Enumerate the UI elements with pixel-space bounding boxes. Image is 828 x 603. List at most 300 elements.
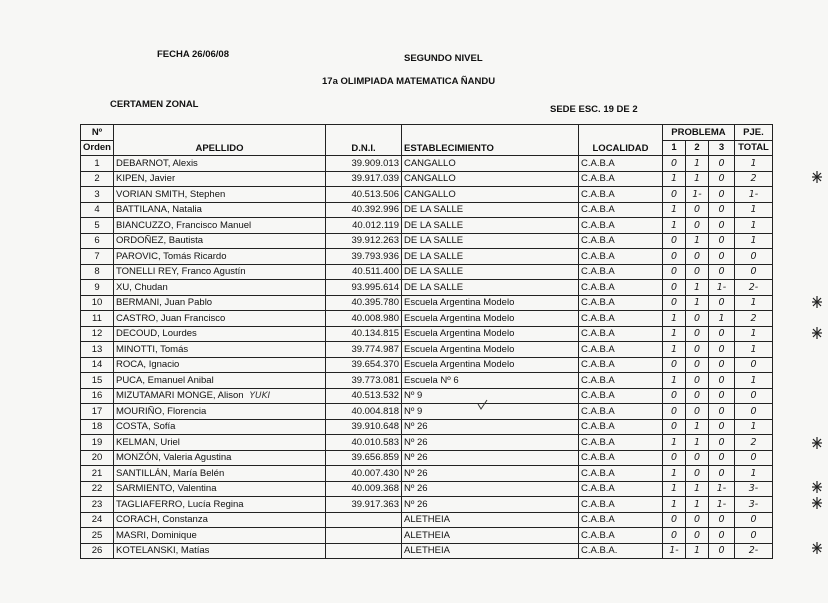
dni-cell-text: 39.917.039 [351, 173, 399, 185]
apellido-cell [113, 450, 325, 466]
problema-2-score [685, 326, 708, 342]
apellido-cell-text: VORIAN SMITH, Stephen [115, 188, 226, 200]
apellido-cell [113, 528, 325, 544]
problema-3-score-text: 0 [718, 359, 725, 371]
localidad-header: LOCALIDAD [578, 125, 662, 156]
apellido-cell [113, 512, 325, 528]
localidad-cell [578, 357, 662, 373]
order-cell-text: 6 [94, 235, 100, 247]
order-cell-text: 10 [91, 297, 103, 309]
problema-1-score [662, 388, 685, 404]
table-row [81, 311, 773, 327]
problema-3-score-text: 0 [718, 405, 725, 417]
apellido-cell-text: SARMIENTO, Valentina [115, 483, 217, 495]
table-row [81, 357, 773, 373]
problema-1-score [662, 264, 685, 280]
localidad-cell-text: C.A.B.A [580, 281, 615, 293]
problema-2-score-text: 1 [693, 235, 700, 247]
localidad-cell-text: C.A.B.A [580, 467, 615, 479]
problema-3-score-text: 0 [718, 173, 725, 185]
dni-cell-text: 39.910.648 [351, 421, 399, 433]
asterisk-mark [812, 437, 822, 449]
problema-1-score-text: 0 [670, 281, 677, 293]
table-row [81, 466, 773, 482]
problema-3-score-text: 0 [718, 514, 725, 526]
table-row [81, 450, 773, 466]
localidad-cell [578, 481, 662, 497]
total-score [734, 202, 772, 218]
dni-cell [325, 171, 401, 187]
problema-2-score-text: 1 [693, 421, 700, 433]
problema-2-score-text: 1 [693, 436, 700, 448]
localidad-cell [578, 171, 662, 187]
establecimiento-cell [401, 326, 578, 342]
problema-1-score [662, 543, 685, 559]
apellido-cell-text: SANTILLÁN, María Belén [115, 467, 225, 479]
table-row [81, 249, 773, 265]
order-cell-text: 12 [91, 328, 103, 340]
total-score-text: 2 [750, 436, 757, 448]
problema-2-score [685, 543, 708, 559]
problema-1-score [662, 512, 685, 528]
problema-3-score [708, 295, 734, 311]
total-score-text: 0 [750, 359, 757, 371]
problema-1-score [662, 326, 685, 342]
order-cell-text: 3 [94, 188, 100, 200]
localidad-cell [578, 528, 662, 544]
problema-2-score-text: 0 [693, 405, 700, 417]
problema-3-score [708, 388, 734, 404]
apellido-cell [113, 543, 325, 559]
problema-3-score-text: 0 [718, 467, 725, 479]
problema-2-score-text: 0 [693, 219, 700, 231]
apellido-cell [113, 326, 325, 342]
establecimiento-cell [401, 202, 578, 218]
problema-2-score-text: 0 [693, 250, 700, 262]
total-score-text: 1 [750, 467, 757, 479]
problema-1-score [662, 156, 685, 172]
total-score-text: 1 [750, 297, 757, 309]
total-score [734, 497, 772, 513]
problema-3-score [708, 404, 734, 420]
table-row [81, 280, 773, 296]
apellido-cell [113, 311, 325, 327]
problema-2-score [685, 249, 708, 265]
dni-cell [325, 528, 401, 544]
problema-1-score-text: 0 [670, 390, 677, 402]
problema-3-score-text: 0 [718, 157, 725, 169]
problema-1-score-text: 0 [670, 266, 677, 278]
total-score-text: 2- [748, 281, 759, 293]
apellido-cell-text: PAROVIC, Tomás Ricardo [115, 250, 227, 262]
order-cell [81, 481, 114, 497]
problema-3-score-text: 1- [716, 483, 727, 495]
order-cell [81, 373, 114, 389]
establecimiento-cell-text: DE LA SALLE [403, 281, 464, 293]
dni-cell [325, 311, 401, 327]
problema-3-score [708, 528, 734, 544]
dni-cell-text: 40.010.583 [351, 436, 399, 448]
problema-2-score-text: 0 [693, 266, 700, 278]
total-score [734, 280, 772, 296]
establecimiento-cell [401, 311, 578, 327]
localidad-cell-text: C.A.B.A [580, 405, 615, 417]
apellido-cell-text: TAGLIAFERRO, Lucía Regina [115, 498, 244, 510]
order-cell-text: 23 [91, 498, 103, 510]
establecimiento-cell-text: Escuela Argentina Modelo [403, 328, 515, 340]
dni-cell [325, 388, 401, 404]
olimpiada-title: 17a OLIMPIADA MATEMATICA ÑANDU [322, 76, 496, 87]
total-score-text: 0 [750, 529, 757, 541]
apellido-cell-text: MASRI, Dominique [115, 529, 197, 541]
table-row [81, 497, 773, 513]
localidad-cell [578, 450, 662, 466]
localidad-cell-text: C.A.B.A [580, 266, 615, 278]
problema-2-score-text: 1 [693, 483, 700, 495]
problema-1-score [662, 528, 685, 544]
order-cell [81, 388, 114, 404]
problema-1-score [662, 218, 685, 234]
total-score-text: 0 [750, 514, 757, 526]
problema-3-score [708, 512, 734, 528]
problema-2-score-text: 0 [693, 467, 700, 479]
problema-1-score-text: 1 [670, 467, 677, 479]
total-score-text: 2- [748, 545, 759, 557]
localidad-cell [578, 388, 662, 404]
localidad-cell-text: C.A.B.A [580, 498, 615, 510]
problema-2-score-text: 0 [693, 204, 700, 216]
order-cell-text: 8 [94, 266, 100, 278]
apellido-cell [113, 357, 325, 373]
dni-cell [325, 466, 401, 482]
order-cell [81, 326, 114, 342]
apellido-cell-text: CORACH, Constanza [115, 514, 208, 526]
total-score [734, 156, 772, 172]
total-score-text: 1 [750, 157, 757, 169]
table-row [81, 373, 773, 389]
problema-1-score [662, 373, 685, 389]
dni-cell [325, 512, 401, 528]
problema-1-score-text: 0 [670, 421, 677, 433]
order-cell-text: 7 [94, 250, 100, 262]
establecimiento-cell-text: DE LA SALLE [403, 219, 464, 231]
problema-2-score [685, 187, 708, 203]
apellido-cell-text: BERMANI, Juan Pablo [115, 297, 213, 309]
localidad-cell [578, 187, 662, 203]
problema-1-score-text: 1 [670, 312, 677, 324]
total-score [734, 233, 772, 249]
sede-label: SEDE ESC. 19 DE 2 [550, 104, 638, 115]
order-cell-text: 5 [94, 219, 100, 231]
dni-cell-text: 39.912.263 [351, 235, 399, 247]
problema-1-score [662, 497, 685, 513]
problema-1-score [662, 466, 685, 482]
order-cell [81, 311, 114, 327]
establecimiento-cell [401, 481, 578, 497]
apellido-header: APELLIDO [113, 125, 325, 156]
localidad-cell [578, 156, 662, 172]
problema-3-score [708, 357, 734, 373]
problema-2-score-text: 0 [693, 343, 700, 355]
establecimiento-cell [401, 435, 578, 451]
establecimiento-cell [401, 528, 578, 544]
establecimiento-cell-text: Nº 26 [403, 452, 428, 464]
problema-1-score [662, 295, 685, 311]
order-cell [81, 249, 114, 265]
total-score-text: 3- [748, 483, 759, 495]
problema-1-score-text: 0 [670, 514, 677, 526]
total-score-text: 1- [748, 188, 759, 200]
problema-2-score [685, 466, 708, 482]
problema-2-score-text: 1 [693, 157, 700, 169]
dni-cell [325, 435, 401, 451]
dni-cell [325, 187, 401, 203]
problema-2-score [685, 388, 708, 404]
establecimiento-header: ESTABLECIMIENTO [401, 125, 578, 156]
establecimiento-cell-text: CANGALLO [403, 157, 456, 169]
localidad-cell [578, 326, 662, 342]
apellido-cell [113, 156, 325, 172]
order-cell [81, 342, 114, 358]
order-cell [81, 202, 114, 218]
problema-2-score [685, 357, 708, 373]
problema-3-score-text: 0 [718, 529, 725, 541]
problema-2-score [685, 171, 708, 187]
apellido-cell [113, 202, 325, 218]
order-cell-text: 11 [92, 312, 102, 324]
localidad-cell-text: C.A.B.A. [580, 545, 618, 557]
establecimiento-cell [401, 543, 578, 559]
total-score [734, 543, 772, 559]
localidad-cell [578, 342, 662, 358]
problema-1-score-text: 0 [670, 297, 677, 309]
problema-1-score-text: 0 [670, 235, 677, 247]
apellido-cell-text: MONZÓN, Valeria Agustina [115, 452, 232, 464]
dni-cell [325, 450, 401, 466]
localidad-cell [578, 295, 662, 311]
problema-2-score [685, 435, 708, 451]
problema-1-score [662, 481, 685, 497]
asterisk-mark [812, 542, 822, 554]
results-table [80, 124, 773, 559]
dni-cell [325, 249, 401, 265]
apellido-cell-text: MINOTTI, Tomás [115, 343, 189, 355]
total-score [734, 171, 772, 187]
apellido-cell [113, 295, 325, 311]
apellido-cell-text: BIANCUZZO, Francisco Manuel [115, 219, 252, 231]
problema-3-score [708, 311, 734, 327]
order-cell-text: 1 [94, 157, 100, 169]
problema-2-score-text: 0 [693, 374, 700, 386]
establecimiento-cell [401, 404, 578, 420]
apellido-cell [113, 497, 325, 513]
total-score [734, 264, 772, 280]
problema-2-score-text: 0 [693, 452, 700, 464]
establecimiento-cell [401, 419, 578, 435]
problema-3-score [708, 264, 734, 280]
table-row [81, 187, 773, 203]
dni-cell-text: 40.513.532 [351, 390, 399, 402]
apellido-cell-text: KELMAN, Uriel [115, 436, 180, 448]
order-cell [81, 171, 114, 187]
total-score-text: 0 [750, 266, 757, 278]
asterisk-mark [812, 327, 822, 339]
dni-header: D.N.I. [325, 125, 401, 156]
order-cell [81, 295, 114, 311]
total-score-text: 0 [750, 405, 757, 417]
total-score [734, 249, 772, 265]
problema-1-score-text: 0 [670, 405, 677, 417]
localidad-cell-text: C.A.B.A [580, 436, 615, 448]
order-cell-text: 17 [91, 405, 103, 417]
order-cell [81, 218, 114, 234]
total-score-text: 1 [750, 235, 757, 247]
dni-cell [325, 156, 401, 172]
problema-2-header: 2 [685, 140, 708, 156]
orden-header: Orden [81, 140, 114, 156]
problema-3-score [708, 419, 734, 435]
establecimiento-cell-text: Nº 26 [403, 483, 428, 495]
order-cell-text: 15 [91, 374, 103, 386]
dni-cell-text: 40.513.506 [351, 188, 399, 200]
table-row [81, 543, 773, 559]
pje-header: PJE. [734, 125, 772, 141]
table-row [81, 481, 773, 497]
order-cell [81, 528, 114, 544]
problema-3-score [708, 481, 734, 497]
problema-header: PROBLEMA [662, 125, 734, 141]
localidad-cell [578, 435, 662, 451]
apellido-cell-text: MOURIÑO, Florencia [115, 405, 207, 417]
localidad-cell-text: C.A.B.A [580, 421, 615, 433]
problema-3-score-text: 0 [718, 266, 725, 278]
localidad-cell [578, 233, 662, 249]
problema-3-score-text: 1- [716, 281, 727, 293]
establecimiento-cell-text: Escuela Nº 6 [403, 374, 459, 386]
problema-2-score-text: 1 [693, 545, 700, 557]
dni-cell-text: 39.793.936 [351, 250, 399, 262]
problema-1-score [662, 171, 685, 187]
total-header: TOTAL [734, 140, 772, 156]
problema-2-score [685, 295, 708, 311]
table-row [81, 512, 773, 528]
apellido-cell [113, 373, 325, 389]
order-cell-text: 14 [91, 359, 103, 371]
asterisk-mark [812, 481, 822, 493]
table-row [81, 435, 773, 451]
problema-1-score-text: 0 [670, 529, 677, 541]
problema-2-score [685, 156, 708, 172]
problema-3-score [708, 466, 734, 482]
establecimiento-cell-text: DE LA SALLE [403, 204, 464, 216]
total-score-text: 2 [750, 312, 757, 324]
dni-cell-text: 39.773.081 [351, 374, 399, 386]
localidad-cell-text: C.A.B.A [580, 250, 615, 262]
total-score-text: 0 [750, 452, 757, 464]
problema-1-score [662, 404, 685, 420]
total-score-text: 1 [750, 374, 757, 386]
problema-2-score-text: 0 [693, 359, 700, 371]
apellido-cell-text: ROCA, Ignacio [115, 359, 180, 371]
problema-2-score [685, 218, 708, 234]
problema-2-score [685, 528, 708, 544]
problema-3-score-text: 0 [718, 343, 725, 355]
table-row [81, 388, 773, 404]
problema-3-score [708, 373, 734, 389]
table-row [81, 419, 773, 435]
table-row [81, 171, 773, 187]
total-score [734, 187, 772, 203]
establecimiento-cell [401, 156, 578, 172]
establecimiento-cell [401, 187, 578, 203]
establecimiento-cell [401, 342, 578, 358]
results-body [81, 156, 773, 559]
asterisk-mark [812, 296, 822, 308]
order-cell-text: 2 [94, 173, 100, 185]
problema-1-score [662, 280, 685, 296]
localidad-cell-text: C.A.B.A [580, 390, 615, 402]
asterisk-mark [812, 171, 822, 183]
problema-1-score [662, 311, 685, 327]
dni-cell-text: 40.012.119 [352, 219, 399, 231]
problema-3-score [708, 543, 734, 559]
apellido-cell [113, 342, 325, 358]
order-cell-text: 19 [91, 436, 103, 448]
total-score [734, 373, 772, 389]
order-cell-text: 18 [91, 421, 103, 433]
order-cell-text: 26 [91, 545, 103, 557]
problema-3-score [708, 156, 734, 172]
localidad-cell [578, 373, 662, 389]
problema-2-score [685, 481, 708, 497]
total-score-text: 1 [750, 328, 757, 340]
problema-3-score-text: 0 [718, 235, 725, 247]
localidad-cell-text: C.A.B.A [580, 343, 615, 355]
dni-cell-text: 40.134.815 [351, 328, 399, 340]
establecimiento-cell [401, 373, 578, 389]
problema-1-score-text: 1 [670, 498, 677, 510]
problema-1-score-text: 1 [670, 343, 677, 355]
total-score [734, 357, 772, 373]
problema-1-score-text: 0 [670, 452, 677, 464]
problema-3-score-text: 0 [718, 545, 725, 557]
total-score [734, 450, 772, 466]
apellido-cell-text: KIPEN, Javier [115, 173, 176, 185]
table-row [81, 404, 773, 420]
problema-2-score-text: 0 [693, 529, 700, 541]
localidad-cell-text: C.A.B.A [580, 483, 615, 495]
localidad-cell [578, 512, 662, 528]
total-score-text: 1 [750, 343, 757, 355]
localidad-cell-text: C.A.B.A [580, 157, 615, 169]
order-cell [81, 497, 114, 513]
establecimiento-cell [401, 466, 578, 482]
localidad-cell-text: C.A.B.A [580, 297, 615, 309]
problema-1-score-text: 1 [670, 173, 677, 185]
problema-3-score [708, 202, 734, 218]
total-score-text: 3- [748, 498, 759, 510]
localidad-cell-text: C.A.B.A [580, 204, 615, 216]
problema-3-score-text: 0 [718, 219, 725, 231]
apellido-cell-text: TONELLI REY, Franco Agustín [115, 266, 246, 278]
localidad-cell-text: C.A.B.A [580, 374, 615, 386]
order-cell-text: 9 [94, 281, 100, 293]
table-row [81, 233, 773, 249]
dni-cell-text: 93.995.614 [351, 281, 399, 293]
problema-1-score-text: 1 [670, 219, 677, 231]
order-cell [81, 404, 114, 420]
problema-1-score [662, 233, 685, 249]
